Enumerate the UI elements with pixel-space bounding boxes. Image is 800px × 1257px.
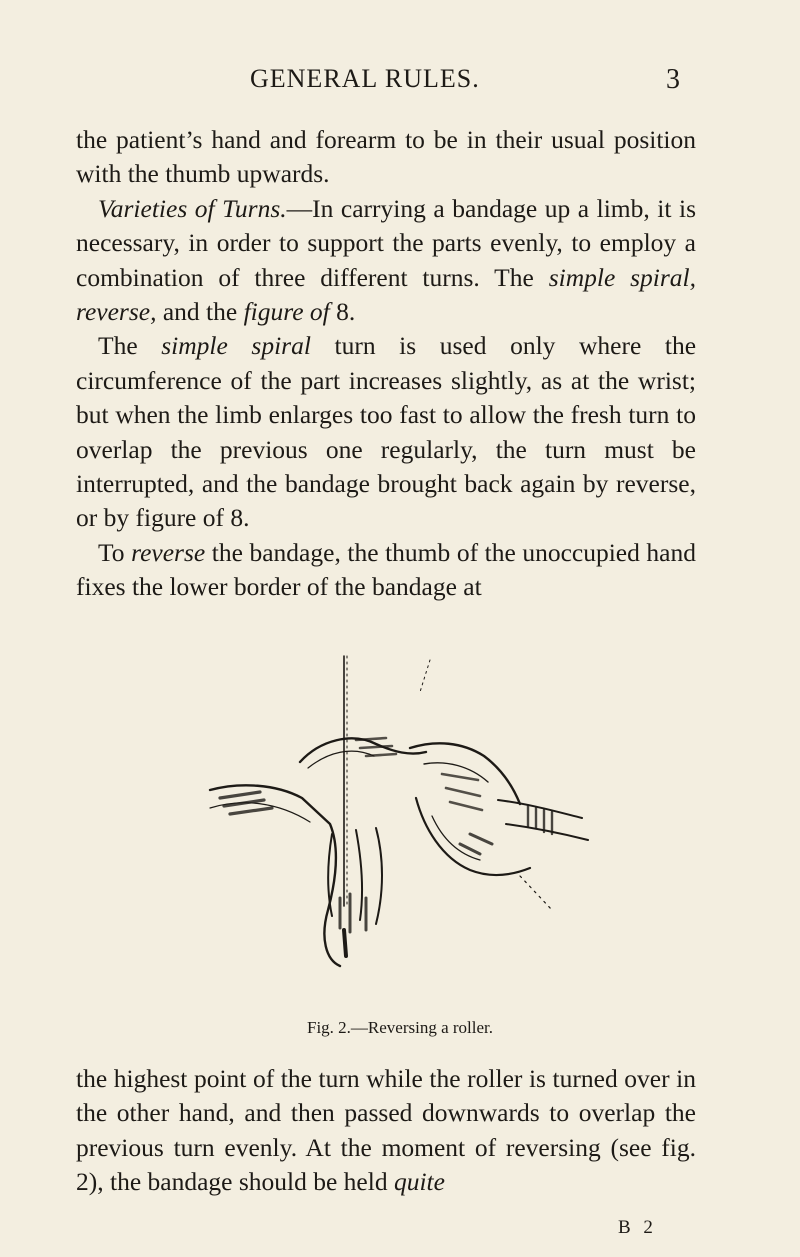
term-simple-spiral: simple spiral, <box>548 262 697 292</box>
signature-mark: B 2 <box>618 1217 657 1238</box>
figure-reversing-roller-illustration <box>180 648 610 978</box>
paragraph-continuation <box>76 1062 696 1200</box>
paragraph-text: To <box>98 537 132 567</box>
paragraph-text: the highest point of the turn while the roller is turned over in the other hand, and then passed downwards to overlap the previous turn evenly. At the moment of reversing (see fig. 2), the bandage should be held <box>76 1064 696 1197</box>
term-reverse: reverse <box>131 537 206 567</box>
body-text-top <box>76 123 696 605</box>
section-heading: Varieties of Turns. <box>98 193 287 223</box>
paragraph-text: and the <box>156 297 244 327</box>
body-text-bottom <box>76 1062 696 1200</box>
running-title: GENERAL RULES. <box>250 64 480 93</box>
paragraph-text: the bandage, the thumb of the unoccupied hand fixes the lower border of the bandage at <box>76 537 696 602</box>
paragraph-text: 8. <box>329 297 356 327</box>
figure-caption: Fig. 2.—Reversing a roller. <box>306 1018 494 1037</box>
running-head <box>0 64 800 104</box>
paragraph-text: The <box>98 331 162 361</box>
paragraph-text: turn is used only where the circumference of the part increases slightly, as at the wrist; but when the limb enlarges too fast to allow the fresh turn to overlap the previous one regularly, the turn must be interrupted, and the bandage brought back again by reverse, or by figure of 8. <box>76 331 697 533</box>
term-quite: quite <box>393 1167 445 1197</box>
paragraph-continuation: the patient’s hand and forearm to be in their usual position with the thumb upwards. <box>76 125 696 189</box>
term-reverse: reverse, <box>76 297 157 327</box>
page-number: 3 <box>666 64 680 95</box>
term-simple-spiral: simple spiral <box>161 331 311 361</box>
term-figure-of-8: figure of <box>243 297 330 327</box>
paragraph-varieties-of-turns <box>76 192 696 330</box>
paragraph-text: —In carrying a bandage up a limb, it is necessary, in order to support the parts evenly, to employ a combination of three different turns. The <box>76 193 696 292</box>
paragraph-simple-spiral <box>76 329 696 535</box>
paragraph-reverse <box>76 536 696 605</box>
